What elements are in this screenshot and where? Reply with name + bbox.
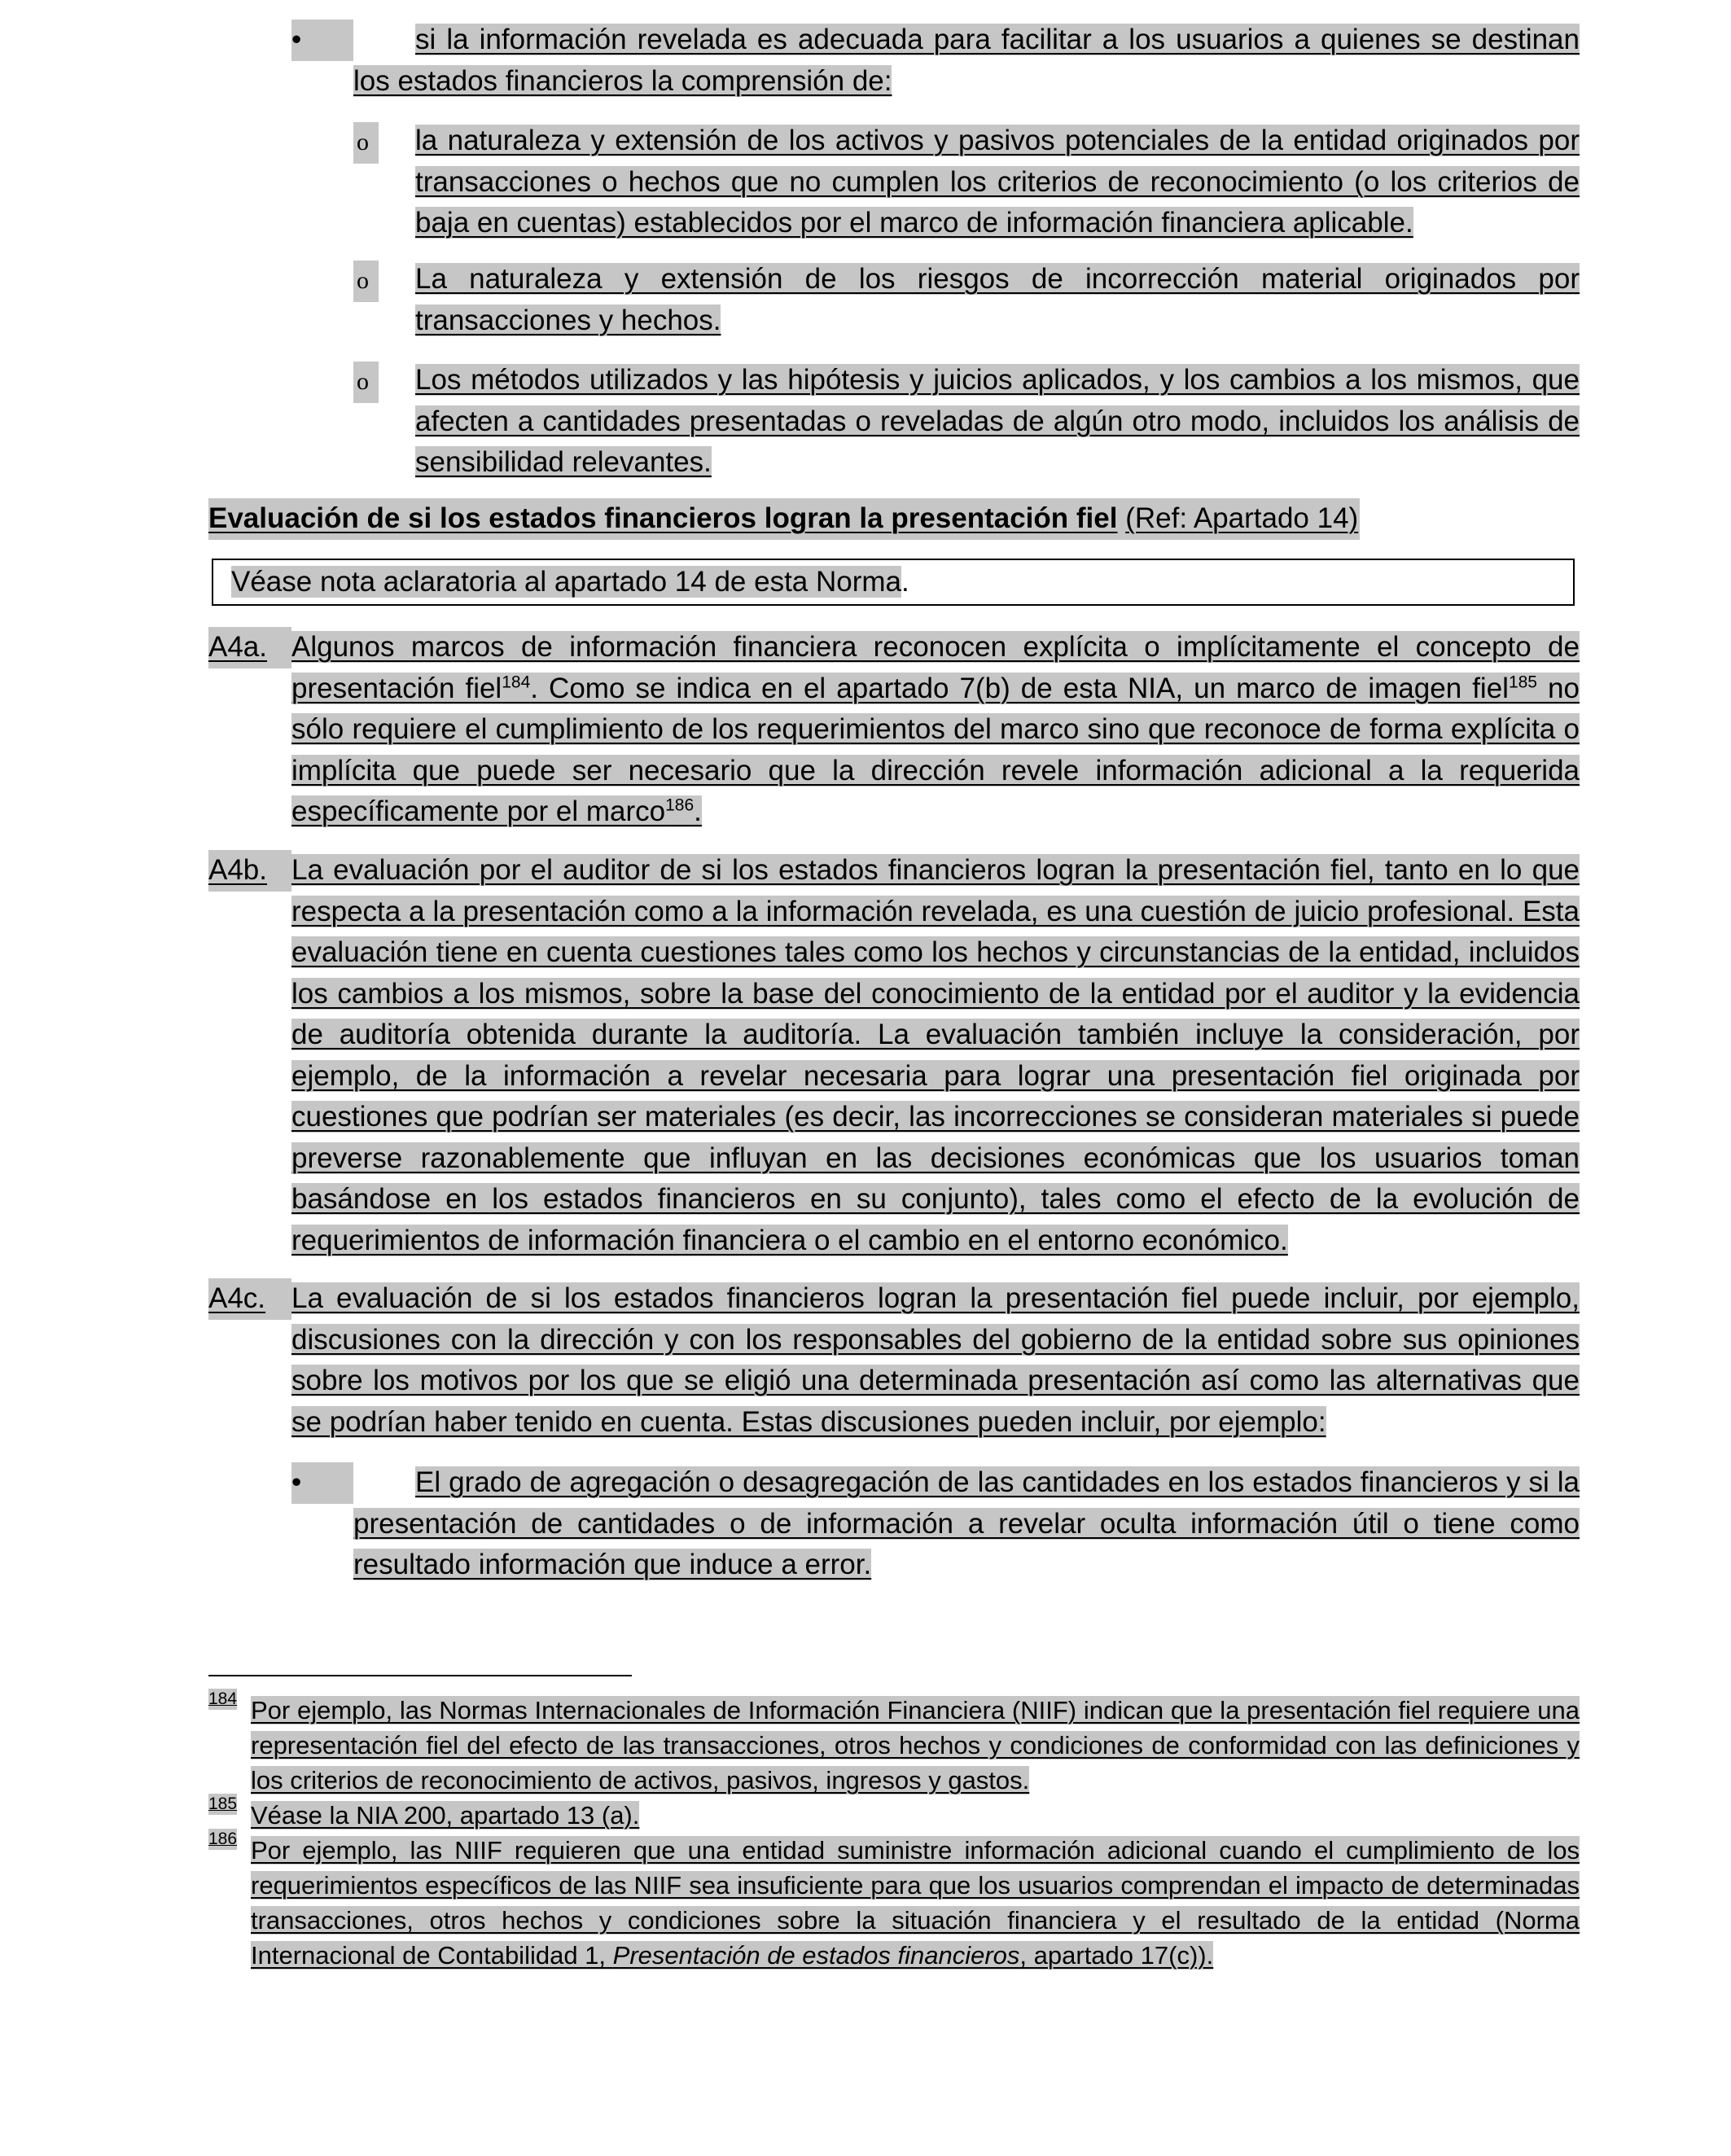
paragraph-label-a4a: A4a. (208, 627, 291, 668)
footnote-184 (251, 1693, 1580, 1798)
sub-item-text-2: La naturaleza y extensión de los riesgos de incorrección material originados por transacciones y hechos. (415, 263, 1580, 336)
a4c-bullet-marker: • (291, 1462, 353, 1504)
footnote-number-184: 184 (208, 1689, 238, 1708)
sub-item-1 (415, 121, 1580, 244)
footnote-ref-185: 185 (1508, 672, 1537, 691)
footnote-186-text-start: Por ejemplo, las NIIF requieren que una entidad suministre información adicional cuando el cumplimiento de los requerimientos específicos de las NIIF sea insuficiente para que los usuarios comprendan el impacto de determinadas transacciones, otros hechos y condiciones sobre la situación financiera y el resultado de la entidad (Norma Internacional de Contabilidad 1, (251, 1836, 1580, 1970)
paragraph-label-a4c: A4c. (208, 1278, 291, 1320)
footnote-ref-186: 186 (665, 795, 695, 815)
a4a-text-part-3: no sólo requiere el cumplimiento de los requerimientos del marco sino que reconoce de forma explícita o implícita que puede ser necesario que la dirección revele información adicional a la requerida específicamente por el marco (291, 672, 1580, 827)
footnote-186-italic-title: Presentación de estados financieros (612, 1941, 1020, 1970)
footnote-186 (251, 1833, 1580, 1973)
sub-item-3 (415, 360, 1580, 484)
bullet-intro (353, 20, 1580, 102)
explanatory-note-box (212, 559, 1575, 606)
footnote-185 (251, 1798, 1580, 1833)
paragraph-a4c (291, 1278, 1580, 1443)
paragraph-a4b (291, 850, 1580, 1261)
bullet-intro-text: si la información revelada es adecuada para facilitar a los usuarios a quienes se destinan los estados financieros la comprensión de: (353, 24, 1580, 97)
footnote-184-text: Por ejemplo, las Normas Internacionales de Información Financiera (NIIF) indican que la presentación fiel requiere una representación fiel del efecto de las transacciones, otros hechos y condiciones de conformidad con las definiciones y los criterios de reconocimiento de activos, pasivos, ingresos y gastos. (251, 1696, 1580, 1794)
a4c-bullet-text: El grado de agregación o desagregación de las cantidades en los estados financieros y si la presentación de cantidades o de información a revelar oculta información útil o tiene como resultado información que induce a error. (353, 1466, 1580, 1580)
section-heading (208, 498, 1360, 540)
a4a-text-part-4: . (694, 795, 702, 827)
a4a-text-part-2: . Como se indica en el apartado 7(b) de esta NIA, un marco de imagen fiel (530, 672, 1509, 704)
paragraph-a4c-text: La evaluación de si los estados financieros logran la presentación fiel puede incluir, por ejemplo, discusiones con la dirección y con los responsables del gobierno de la entidad sobre sus opiniones sobre los motivos por los que se eligió una determinada presentación así como las alternativas que se podrían haber tenido en cuenta. Estas discusiones pueden incluir, por ejemplo: (291, 1282, 1580, 1438)
sub-item-marker-2: o (353, 261, 379, 302)
sub-item-text-3: Los métodos utilizados y las hipótesis y juicios aplicados, y los cambios a los mismos, que afecten a cantidades presentadas o reveladas de algún otro modo, incluidos los análisis de sensibilidad relevantes. (415, 364, 1580, 478)
a4c-bullet-item (353, 1462, 1580, 1586)
sub-item-marker-1: o (353, 122, 379, 164)
note-box-text: Véase nota aclaratoria al apartado 14 de esta Norma (231, 566, 902, 598)
paragraph-a4a-text (291, 631, 1580, 827)
footnote-number-186: 186 (208, 1830, 238, 1848)
paragraph-a4b-text: La evaluación por el auditor de si los estados financieros logran la presentación fiel, tanto en lo que respecta a la presentación como a la información revelada, es una cuestión de juicio profesional. Esta evaluación tiene en cuenta cuestiones tales como los hechos y circunstancias de la entidad, incluidos los cambios a los mismos, sobre la base del conocimiento de la entidad por el auditor y la evidencia de auditoría obtenida durante la auditoría. La evaluación también incluye la consideración, por ejemplo, de la información a revelar necesaria para lograr una presentación fiel originada por cuestiones que podrían ser materiales (es decir, las incorrecciones se consideran materiales si puede preverse razonablemente que influyan en las decisiones económicas que los usuarios toman basándose en los estados financieros en su conjunto), tales como el efecto de la evolución de requerimientos de información financiera o el cambio en el entorno económico. (291, 854, 1580, 1256)
footnote-ref-184: 184 (502, 672, 531, 691)
footnote-186-text (251, 1836, 1580, 1970)
paragraph-a4a (291, 627, 1580, 833)
section-heading-ref: (Ref: Apartado 14) (1125, 502, 1359, 534)
footnote-separator (208, 1675, 632, 1676)
footnote-number-185: 185 (208, 1794, 238, 1813)
a4a-text-part-1: Algunos marcos de información financiera reconocen explícita o implícitamente el concepto de presentación fiel (291, 631, 1580, 704)
section-heading-title: Evaluación de si los estados financieros logran la presentación fiel (208, 502, 1118, 534)
sub-item-text-1: la naturaleza y extensión de los activos y pasivos potenciales de la entidad originados por transacciones o hechos que no cumplen los criterios de reconocimiento (o los criterios de baja en cuentas) establecidos por el marco de información financiera aplicable. (415, 125, 1580, 239)
footnote-185-text: Véase la NIA 200, apartado 13 (a). (251, 1801, 640, 1830)
sub-item-2 (415, 259, 1580, 341)
sub-item-marker-3: o (353, 362, 379, 403)
paragraph-label-a4b: A4b. (208, 850, 291, 892)
footnote-186-text-end: , apartado 17(c)). (1019, 1941, 1214, 1970)
note-box-period: . (901, 566, 909, 598)
bullet-marker: • (291, 20, 353, 61)
